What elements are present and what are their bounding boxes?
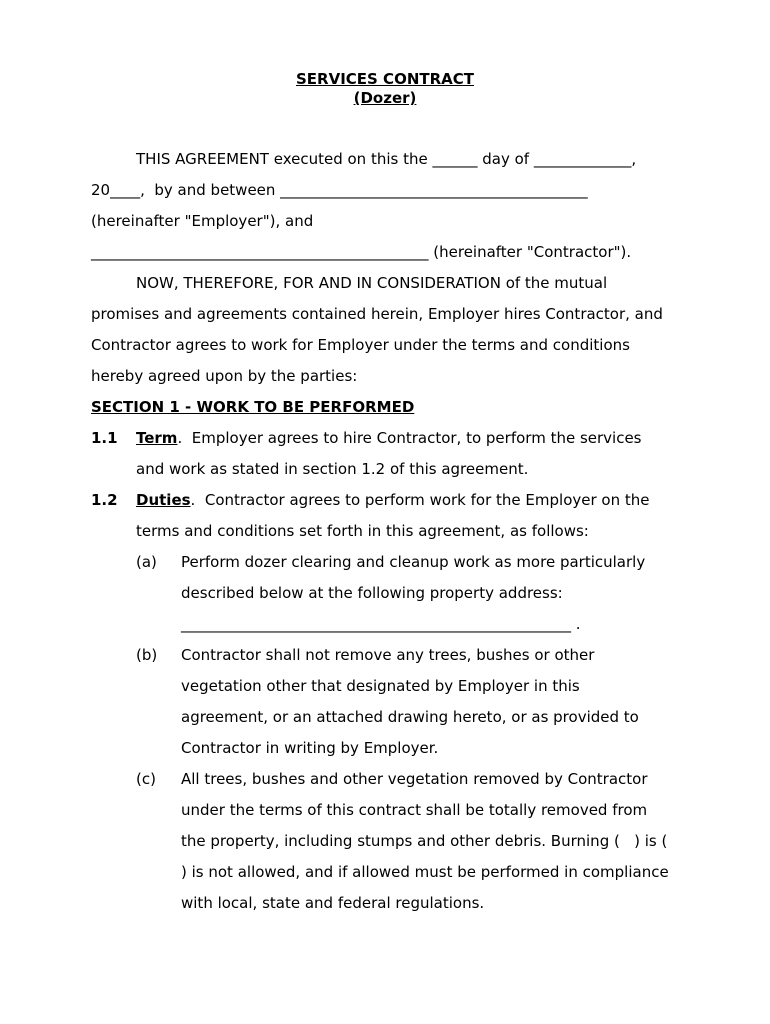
item-c-line-5: with local, state and federal regulations.: [181, 894, 485, 912]
intro-line-8: hereby agreed upon by the parties:: [91, 367, 358, 385]
clause-1-2-term: Duties: [136, 491, 191, 509]
item-a-line-2: described below at the following property address:: [181, 584, 563, 602]
intro-line-7: Contractor agrees to work for Employer under the terms and conditions: [91, 336, 630, 354]
clause-1-2-line-1: [136, 491, 649, 509]
clause-1-2-line-2: terms and conditions set forth in this agreement, as follows:: [136, 522, 589, 540]
item-a-line-1: Perform dozer clearing and cleanup work as more particularly: [181, 553, 646, 571]
intro-line-3: (hereinafter "Employer"), and: [91, 212, 314, 230]
item-b-marker: (b): [136, 646, 158, 664]
section-1-heading: SECTION 1 - WORK TO BE PERFORMED: [91, 398, 415, 416]
item-c-line-2: under the terms of this contract shall be totally removed from: [181, 801, 648, 819]
intro-line-5: NOW, THEREFORE, FOR AND IN CONSIDERATION of the mutual: [136, 274, 608, 292]
item-c-line-3: the property, including stumps and other debris. Burning ( ) is (: [181, 832, 668, 850]
intro-line-6: promises and agreements contained herein, Employer hires Contractor, and: [91, 305, 663, 323]
item-c-line-1: All trees, bushes and other vegetation removed by Contractor: [181, 770, 648, 788]
intro-line-1: THIS AGREEMENT executed on this the ______ day of _____________,: [136, 150, 637, 168]
item-c-line-4: ) is not allowed, and if allowed must be performed in compliance: [181, 863, 669, 881]
clause-1-1-number: 1.1: [91, 429, 118, 447]
intro-line-4: _____________________________________________ (hereinafter "Contractor").: [91, 243, 632, 261]
clause-1-1-line-2: and work as stated in section 1.2 of this agreement.: [136, 460, 529, 478]
clause-1-1-line-1: [136, 429, 642, 447]
item-c-marker: (c): [136, 770, 156, 788]
item-b-line-4: Contractor in writing by Employer.: [181, 739, 439, 757]
item-b-line-3: agreement, or an attached drawing hereto, or as provided to: [181, 708, 639, 726]
clause-1-1-text: . Employer agrees to hire Contractor, to perform the services: [177, 429, 642, 447]
document-title: SERVICES CONTRACT: [295, 70, 474, 88]
intro-line-2: 20____, by and between _________________________________________: [91, 181, 588, 199]
item-b-line-2: vegetation other that designated by Employer in this: [181, 677, 580, 695]
item-b-line-1: Contractor shall not remove any trees, bushes or other: [181, 646, 595, 664]
document-subtitle: (Dozer): [353, 89, 417, 107]
clause-1-2-number: 1.2: [91, 491, 118, 509]
item-a-marker: (a): [136, 553, 157, 571]
clause-1-2-text: . Contractor agrees to perform work for the Employer on the: [190, 491, 650, 509]
clause-1-1-term: Term: [136, 429, 178, 447]
item-a-line-3: ____________________________________________________ .: [181, 615, 581, 633]
